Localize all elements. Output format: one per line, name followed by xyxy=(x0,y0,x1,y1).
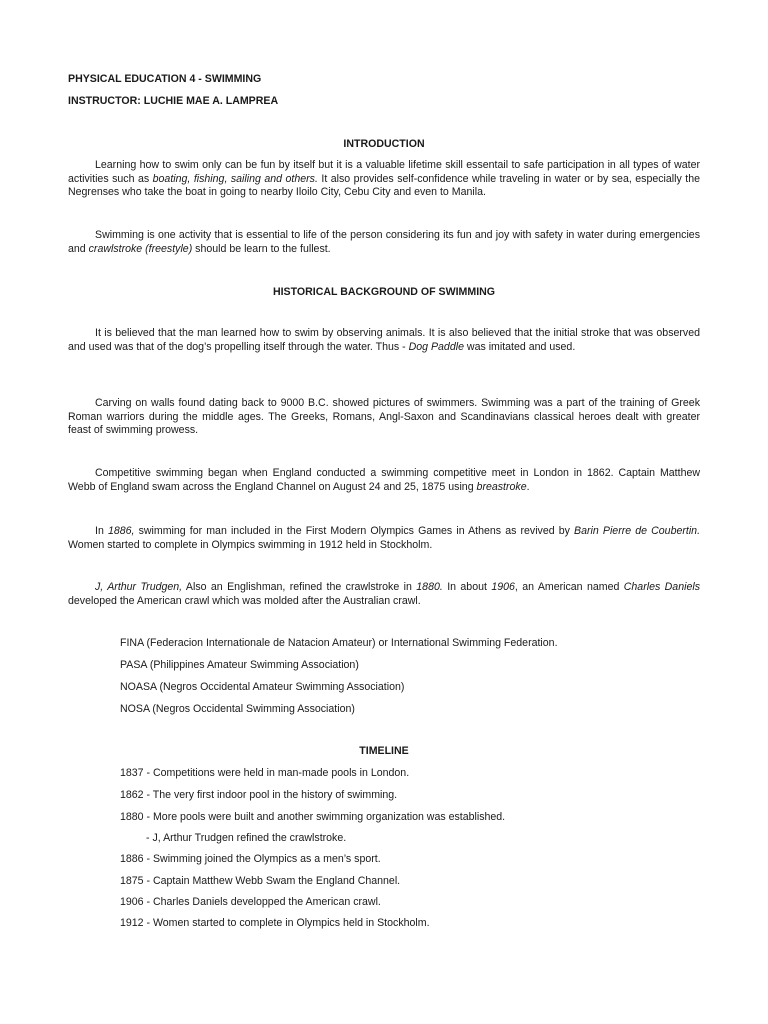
history-heading: HISTORICAL BACKGROUND OF SWIMMING xyxy=(272,286,496,298)
timeline-item: 1862 - The very first indoor pool in the history of swimming. xyxy=(120,789,398,801)
timeline-item: 1912 - Women started to complete in Olympics held in Stockholm. xyxy=(120,917,430,929)
intro-paragraph-1: Learning how to swim only can be fun by itself but it is a valuable lifetime skill essentail to safe participation in all types of water activities such as boating, fishing, sailing and others. It also provides self-confidence while traveling in water or by sea, especially the Negrenses who take the boat in going to nearby Iloilo City, Cebu City and even to Manila. xyxy=(68,159,700,198)
timeline-item: 1837 - Competitions were held in man-made pools in London. xyxy=(120,767,410,779)
introduction-heading: INTRODUCTION xyxy=(343,138,425,150)
history-paragraph-5: J, Arthur Trudgen, Also an Englishman, refined the crawlstroke in 1880. In about 1906, an American named Charles Daniels developed the American crawl which was molded after the Australian crawl. xyxy=(68,581,700,607)
history-paragraph-2: Carving on walls found dating back to 9000 B.C. showed pictures of swimmers. Swimming was a part of the training of Greek Roman warriors during the middle ages. The Greeks, Romans, Angl-Saxon and Scandinavians classical heroes dealt with greater feast of swimming prowess. xyxy=(68,397,700,436)
timeline-item: 1886 - Swimming joined the Olympics as a men’s sport. xyxy=(120,853,381,865)
instructor-line: INSTRUCTOR: LUCHIE MAE A. LAMPREA xyxy=(68,95,279,107)
timeline-item: 1906 - Charles Daniels developped the American crawl. xyxy=(120,896,381,908)
timeline-item: 1880 - More pools were built and another swimming organization was established. xyxy=(120,811,506,823)
history-paragraph-3: Competitive swimming began when England conducted a swimming competitive meet in London in 1862. Captain Matthew Webb of England swam across the England Channel on August 24 and 25, 1875 using breastroke. xyxy=(68,467,700,493)
timeline-heading: TIMELINE xyxy=(359,745,409,757)
timeline-item: - J, Arthur Trudgen refined the crawlstroke. xyxy=(146,832,347,844)
organization-item: NOASA (Negros Occidental Amateur Swimming Association) xyxy=(120,681,405,693)
course-title: PHYSICAL EDUCATION 4 - SWIMMING xyxy=(68,73,262,85)
organization-item: FINA (Federacion Internationale de Natacion Amateur) or International Swimming Federation. xyxy=(120,637,558,649)
history-paragraph-1: It is believed that the man learned how to swim by observing animals. It is also believed that the initial stroke that was observed and used was that of the dog’s propelling itself through the water. Thus - Dog Paddle was imitated and used. xyxy=(68,327,700,353)
timeline-item: 1875 - Captain Matthew Webb Swam the England Channel. xyxy=(120,875,401,887)
intro-paragraph-2: Swimming is one activity that is essential to life of the person considering its fun and joy with safety in water during emergencies and crawlstroke (freestyle) should be learn to the fullest. xyxy=(68,229,700,255)
organization-item: NOSA (Negros Occidental Swimming Association) xyxy=(120,703,355,715)
history-paragraph-4: In 1886, swimming for man included in the First Modern Olympics Games in Athens as revived by Barin Pierre de Coubertin. Women started to complete in Olympics swimming in 1912 held in Stockholm. xyxy=(68,525,701,551)
organization-item: PASA (Philippines Amateur Swimming Association) xyxy=(120,659,359,671)
